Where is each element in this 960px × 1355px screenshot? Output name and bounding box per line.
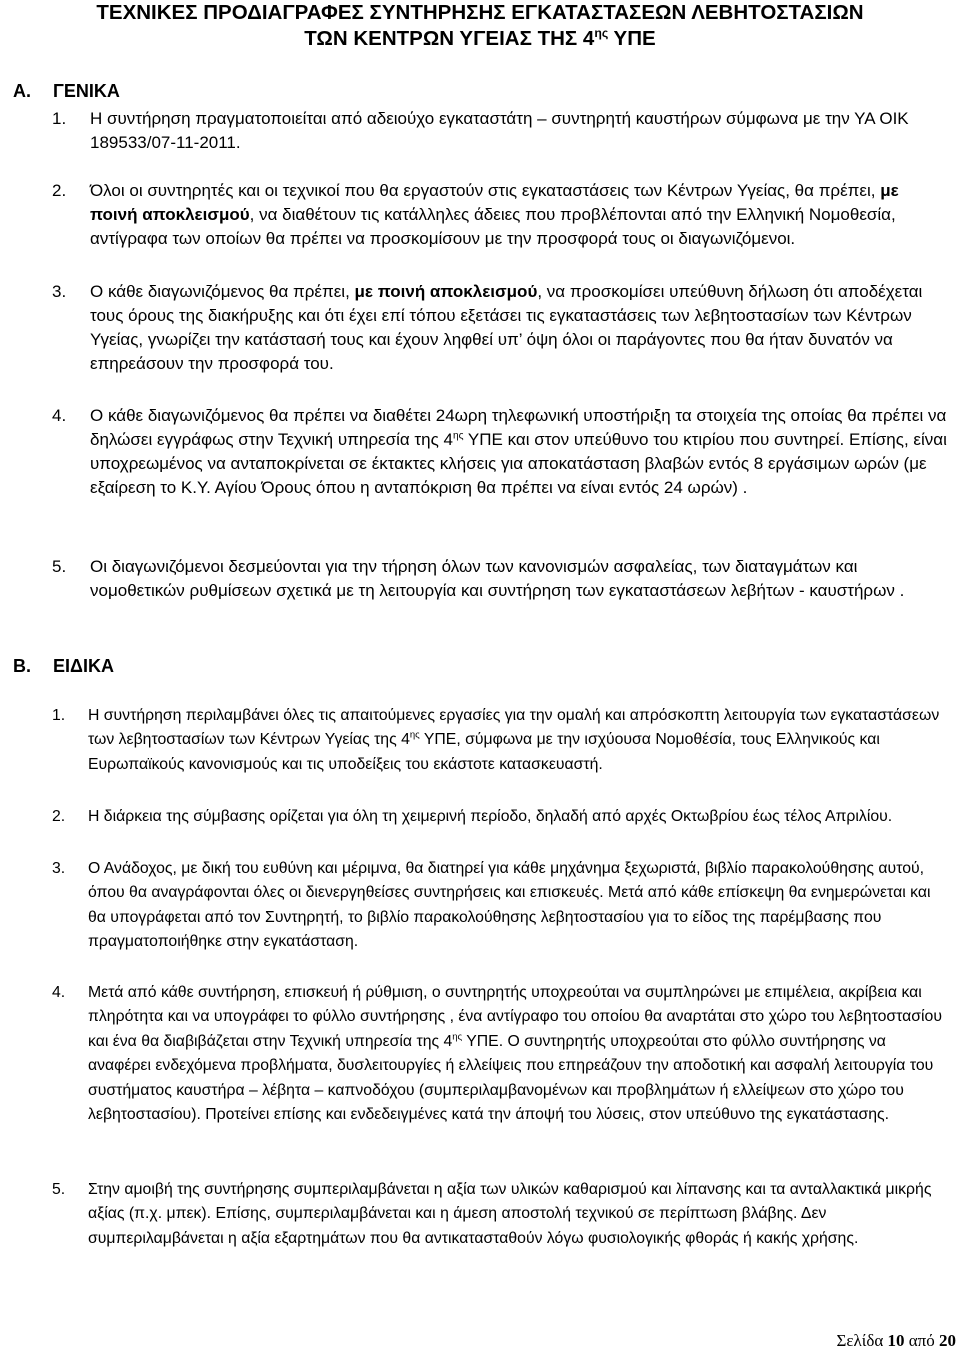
title-line-1: ΤΕΧΝΙΚΕΣ ΠΡΟΔΙΑΓΡΑΦΕΣ ΣΥΝΤΗΡΗΣΗΣ ΕΓΚΑΤΑΣΤΑΣΕΩΝ ΛΕΒΗΤΟΣΤΑΣΙΩΝ [96,1,864,24]
section-a-item-2: 2. Όλοι οι συντηρητές και οι τεχνικοί που θα εργαστούν στις εγκαταστάσεις των Κέντρων Υγείας, θα πρέπει, με ποινή αποκλεισμού, να διαθέτουν τις κατάλληλες άδειες που προβλέπονται από την Ελληνική Νομοθεσία, αντίγραφα των οποίων θα πρέπει να προσκομίσουν με την προσφορά τους οι διαγωνιζόμενοι. [52,181,899,248]
page-total: 20 [939,1331,956,1350]
section-b-item-5: 5. Στην αμοιβή της συντήρησης συμπεριλαμβάνεται η αξία των υλικών καθαρισμού και λίπανσης και τα ανταλλακτικά μικρής αξίας (π.χ. μπεκ). Επίσης, συμπεριλαμβάνεται και η άμεση αποστολή τεχνικού σε περίπτωση βλάβης. Δεν συμπεριλαμβάνεται η αξία εξαρτημάτων που θα αντικατασταθούν λόγω φυσιολογικής φθοράς ή κακής χρήσης. [52,1181,932,1247]
section-a-item-4: 4. Ο κάθε διαγωνιζόμενος θα πρέπει να διαθέτει 24ωρη τηλεφωνική υποστήριξη τα στοιχεία της οποίας θα πρέπει να δηλώσει εγγράφως στην Τεχνική υπηρεσία της $4^{\eta\varsigma}$ ΥΠΕ και στον υπεύθυνο του κτιρίου που συντηρεί. Επίσης, είναι υποχρεωμένος να ανταποκρίνεται σε έκτακτες κλήσεις για αποκατάσταση βλαβών εντός 8 εργάσιμων ωρών (με εξαίρεση το Κ.Υ. Αγίου Όρους όπου η ανταπόκριση θα πρέπει να είναι εντός 24 ωρών) . [52,406,947,497]
section-a-item-3: 3. Ο κάθε διαγωνιζόμενος θα πρέπει, με ποινή αποκλεισμού, να προσκομίσει υπεύθυνη δήλωση ότι αποδέχεται τους όρους της διακήρυξης και ότι έχει επί τόπου εξετάσει τις εγκαταστάσεις των λεβητοστασίων των Κέντρων Υγείας, γνωρίζει την κατάστασή τους και έχουν ληφθεί υπ’ όψη όλοι οι παράγοντες που θα ήταν δυνατόν να επηρεάσουν την προσφορά του. [52,282,923,373]
page-number: 10 [887,1331,905,1350]
page-footer: Σελίδα 10 από 20 [836,1331,956,1350]
section-a-heading: A. ΓΕΝΙΚΑ [13,81,120,101]
document-title [0,0,960,52]
section-a-item-1: 1. Η συντήρηση πραγματοποιείται από αδειούχο εγκαταστάτη – συντηρητή καυστήρων σύμφωνα με την ΥΑ ΟΙΚ 189533/07-11-2011. [52,109,909,152]
title-line-2: ΤΩΝ ΚΕΝΤΡΩΝ ΥΓΕΙΑΣ ΤΗΣ $4^{\eta\varsigma}$ ΥΠΕ [304,26,656,50]
section-b-item-3: 3. Ο Ανάδοχος, με δική του ευθύνη και μέριμνα, θα διατηρεί για κάθε μηχάνημα ξεχωριστά, βιβλίο παρακολούθησης αυτού, όπου θα αναγράφονται όλες οι διενεργηθείσες συντηρήσεις και επισκευές. Μετά από κάθε επίσκεψη θα ενημερώνεται και θα υπογράφεται από τον Συντηρητή, το βιβλίο παρακολούθησης λεβητοστασίου για το είδος της παρέμβασης που πραγματοποιήθηκε στην εγκατάσταση. [52,860,931,951]
section-b-item-2: 2. Η διάρκεια της σύμβασης ορίζεται για όλη τη χειμερινή περίοδο, δηλαδή από αρχές Οκτωβρίου έως τέλος Απριλίου. [52,808,893,825]
section-b-item-4: 4. Μετά από κάθε συντήρηση, επισκευή ή ρύθμιση, ο συντηρητής υποχρεούται να συμπληρώνει με επιμέλεια, ακρίβεια και πληρότητα και να υπογράφει το φύλλο συντήρησης , ένα αντίγραφο του οποίου θα αναρτάται στο χώρο του λεβητοστασίου και ένα θα διαβιβάζεται στην Τεχνική υπηρεσία της $4^{\eta\varsigma}$ ΥΠΕ. Ο συντηρητής υποχρεούται στο φύλλο συντήρησης να αναφέρει ενδεχόμενα προβλήματα, δυσλειτουργίες ή ελλείψεις που επηρεάζουν την αποδοτική και ασφαλή λειτουργία του συστήματος καυστήρα – λέβητα – καπνοδόχου (συμπεριλαμβανομένων και προβλημάτων ή ελλείψεων στο χώρο του λεβητοστασίου). Προτείνει επίσης και ενδεδειγμένες κατά την άποψή του λύσεις, στον υπεύθυνο της εγκατάστασης. [52,984,942,1124]
section-b-item-1: 1. Η συντήρηση περιλαμβάνει όλες τις απαιτούμενες εργασίες για την ομαλή και απρόσκοπτη λειτουργία των εγκαταστάσεων των λεβητοστασίων των Κέντρων Υγείας της $4^{\eta\varsigma}$ ΥΠΕ, σύμφωνα με την ισχύουσα Νομοθέσία, τους Ελληνικούς και Ευρωπαϊκούς κανονισμούς και τις υποδείξεις του εκάστοτε κατασκευαστή. [52,707,940,773]
section-a-item-5: 5. Οι διαγωνιζόμενοι δεσμεύονται για την τήρηση όλων των κανονισμών ασφαλείας, των διαταγμάτων και νομοθετικών ρυθμίσεων σχετικά με τη λειτουργία και συντήρηση των εγκαταστάσεων λεβήτων - καυστήρων . [52,557,905,600]
section-b-heading: B. ΕΙΔΙΚΑ [13,656,114,676]
